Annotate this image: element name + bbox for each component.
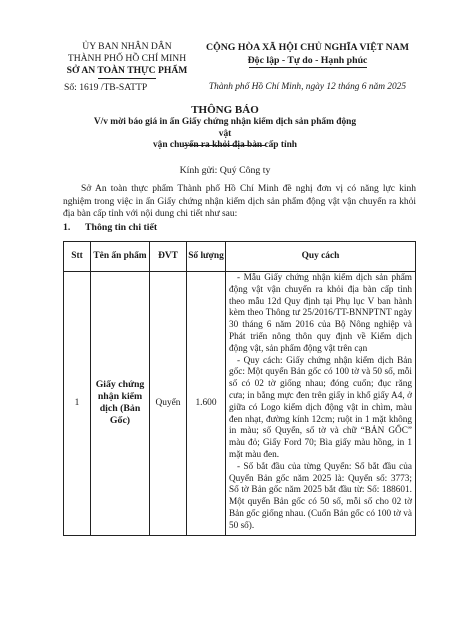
section-heading bbox=[63, 222, 157, 233]
header-specification: Quy cách bbox=[226, 242, 416, 272]
table-row bbox=[64, 272, 416, 536]
header-product-name: Tên ấn phẩm bbox=[91, 242, 150, 272]
cell-specification bbox=[226, 272, 416, 536]
document-title: THÔNG BÁO bbox=[191, 104, 259, 116]
intro-paragraph: Sở An toàn thực phẩm Thành phố Hồ Chí Minh đề nghị đơn vị có năng lực kinh nghiệm trong việc in ấn Giấy chứng nhận kiểm dịch sản phẩm động vật vận chuyển ra khỏi địa bàn cấp tỉnh với nội dung chi tiết như sau: bbox=[63, 184, 416, 219]
document-subject bbox=[90, 117, 360, 152]
national-header bbox=[200, 41, 415, 68]
nation-name: CỘNG HÒA XÃ HỘI CHỦ NGHĨA VIỆT NAM bbox=[206, 42, 409, 53]
spec-paragraph: - Quy cách: Giấy chứng nhận kiểm dịch Bản gốc: Một quyển Bản gốc có 100 tờ và 50 số, mỗi số có 02 tờ giống nhau; đóng cuốn; đục răng cưa; in bằng mực đen trên giấy in khổ giấy A4, ở giữa có Logo kiểm dịch động vật in chìm, màu đen nhạt, đường kính 12cm; ruột in 1 mặt không in màu; số Quyển, số tờ và chữ “BẢN GỐC” màu đỏ; Giấy Ford 70; Bìa giấy màu hồng, in 1 mặt màu đen. bbox=[229, 355, 412, 460]
cell-quantity: 1.600 bbox=[187, 272, 226, 536]
agency-line-3: SỞ AN TOÀN THỰC PHẨM bbox=[66, 65, 188, 76]
spec-paragraph: - Số bắt đầu của từng Quyển: Số bắt đầu của Quyển Bản gốc năm 2025 là: Quyển số: 3773; Số tờ Bản gốc năm 2025 bắt đầu từ: Số: 188601. Một quyển Bản gốc có 50 số, mỗi số cho 02 tờ Bản gốc giống nhau. (Cuốn Bản gốc có 100 tờ và 50 số). bbox=[229, 461, 412, 531]
issuing-agency bbox=[52, 41, 202, 79]
subject-underline bbox=[184, 145, 266, 146]
agency-underline bbox=[98, 78, 156, 79]
header-unit: ĐVT bbox=[150, 242, 187, 272]
agency-line-2: THÀNH PHỐ HỒ CHÍ MINH bbox=[67, 53, 187, 64]
subject-line-1: V/v mời báo giá in ấn Giấy chứng nhận kiểm dịch sản phẩm động vật bbox=[93, 117, 357, 139]
spec-paragraph: - Mẫu Giấy chứng nhận kiểm dịch sản phẩm động vật vận chuyển ra khỏi địa bàn cấp tỉnh theo mẫu 12d Quy định tại Phụ lục V ban hành kèm theo Thông tư 25/2016/TT-BNNPTNT ngày 30 tháng 6 năm 2016 của Bộ Nông nghiệp và Phát triển nông thôn quy định về Kiểm dịch động vật, sản phẩm động vật trên cạn bbox=[229, 273, 412, 354]
place-and-date: Thành phố Hồ Chí Minh, ngày 12 tháng 6 năm 2025 bbox=[208, 82, 407, 92]
national-motto: Độc lập - Tự do - Hạnh phúc bbox=[247, 55, 368, 66]
cell-unit: Quyển bbox=[150, 272, 187, 536]
document-number: Số: 1619 /TB-SATTP bbox=[64, 82, 148, 93]
motto-underline bbox=[249, 67, 367, 68]
section-number: 1. bbox=[63, 222, 71, 233]
header-stt: Stt bbox=[64, 242, 91, 272]
table-header-row bbox=[64, 242, 416, 272]
subject-line-2: vận chuyển ra khỏi địa bàn cấp tỉnh bbox=[152, 140, 298, 150]
agency-line-1: ỦY BAN NHÂN DÂN bbox=[82, 41, 172, 52]
cell-stt: 1 bbox=[64, 272, 91, 536]
specification-table bbox=[63, 241, 416, 536]
section-title: Thông tin chi tiết bbox=[85, 222, 158, 233]
cell-product-name: Giấy chứng nhận kiểm dịch (Bản Gốc) bbox=[91, 272, 150, 536]
header-quantity: Số lượng bbox=[187, 242, 226, 272]
greeting: Kính gửi: Quý Công ty bbox=[179, 165, 271, 176]
